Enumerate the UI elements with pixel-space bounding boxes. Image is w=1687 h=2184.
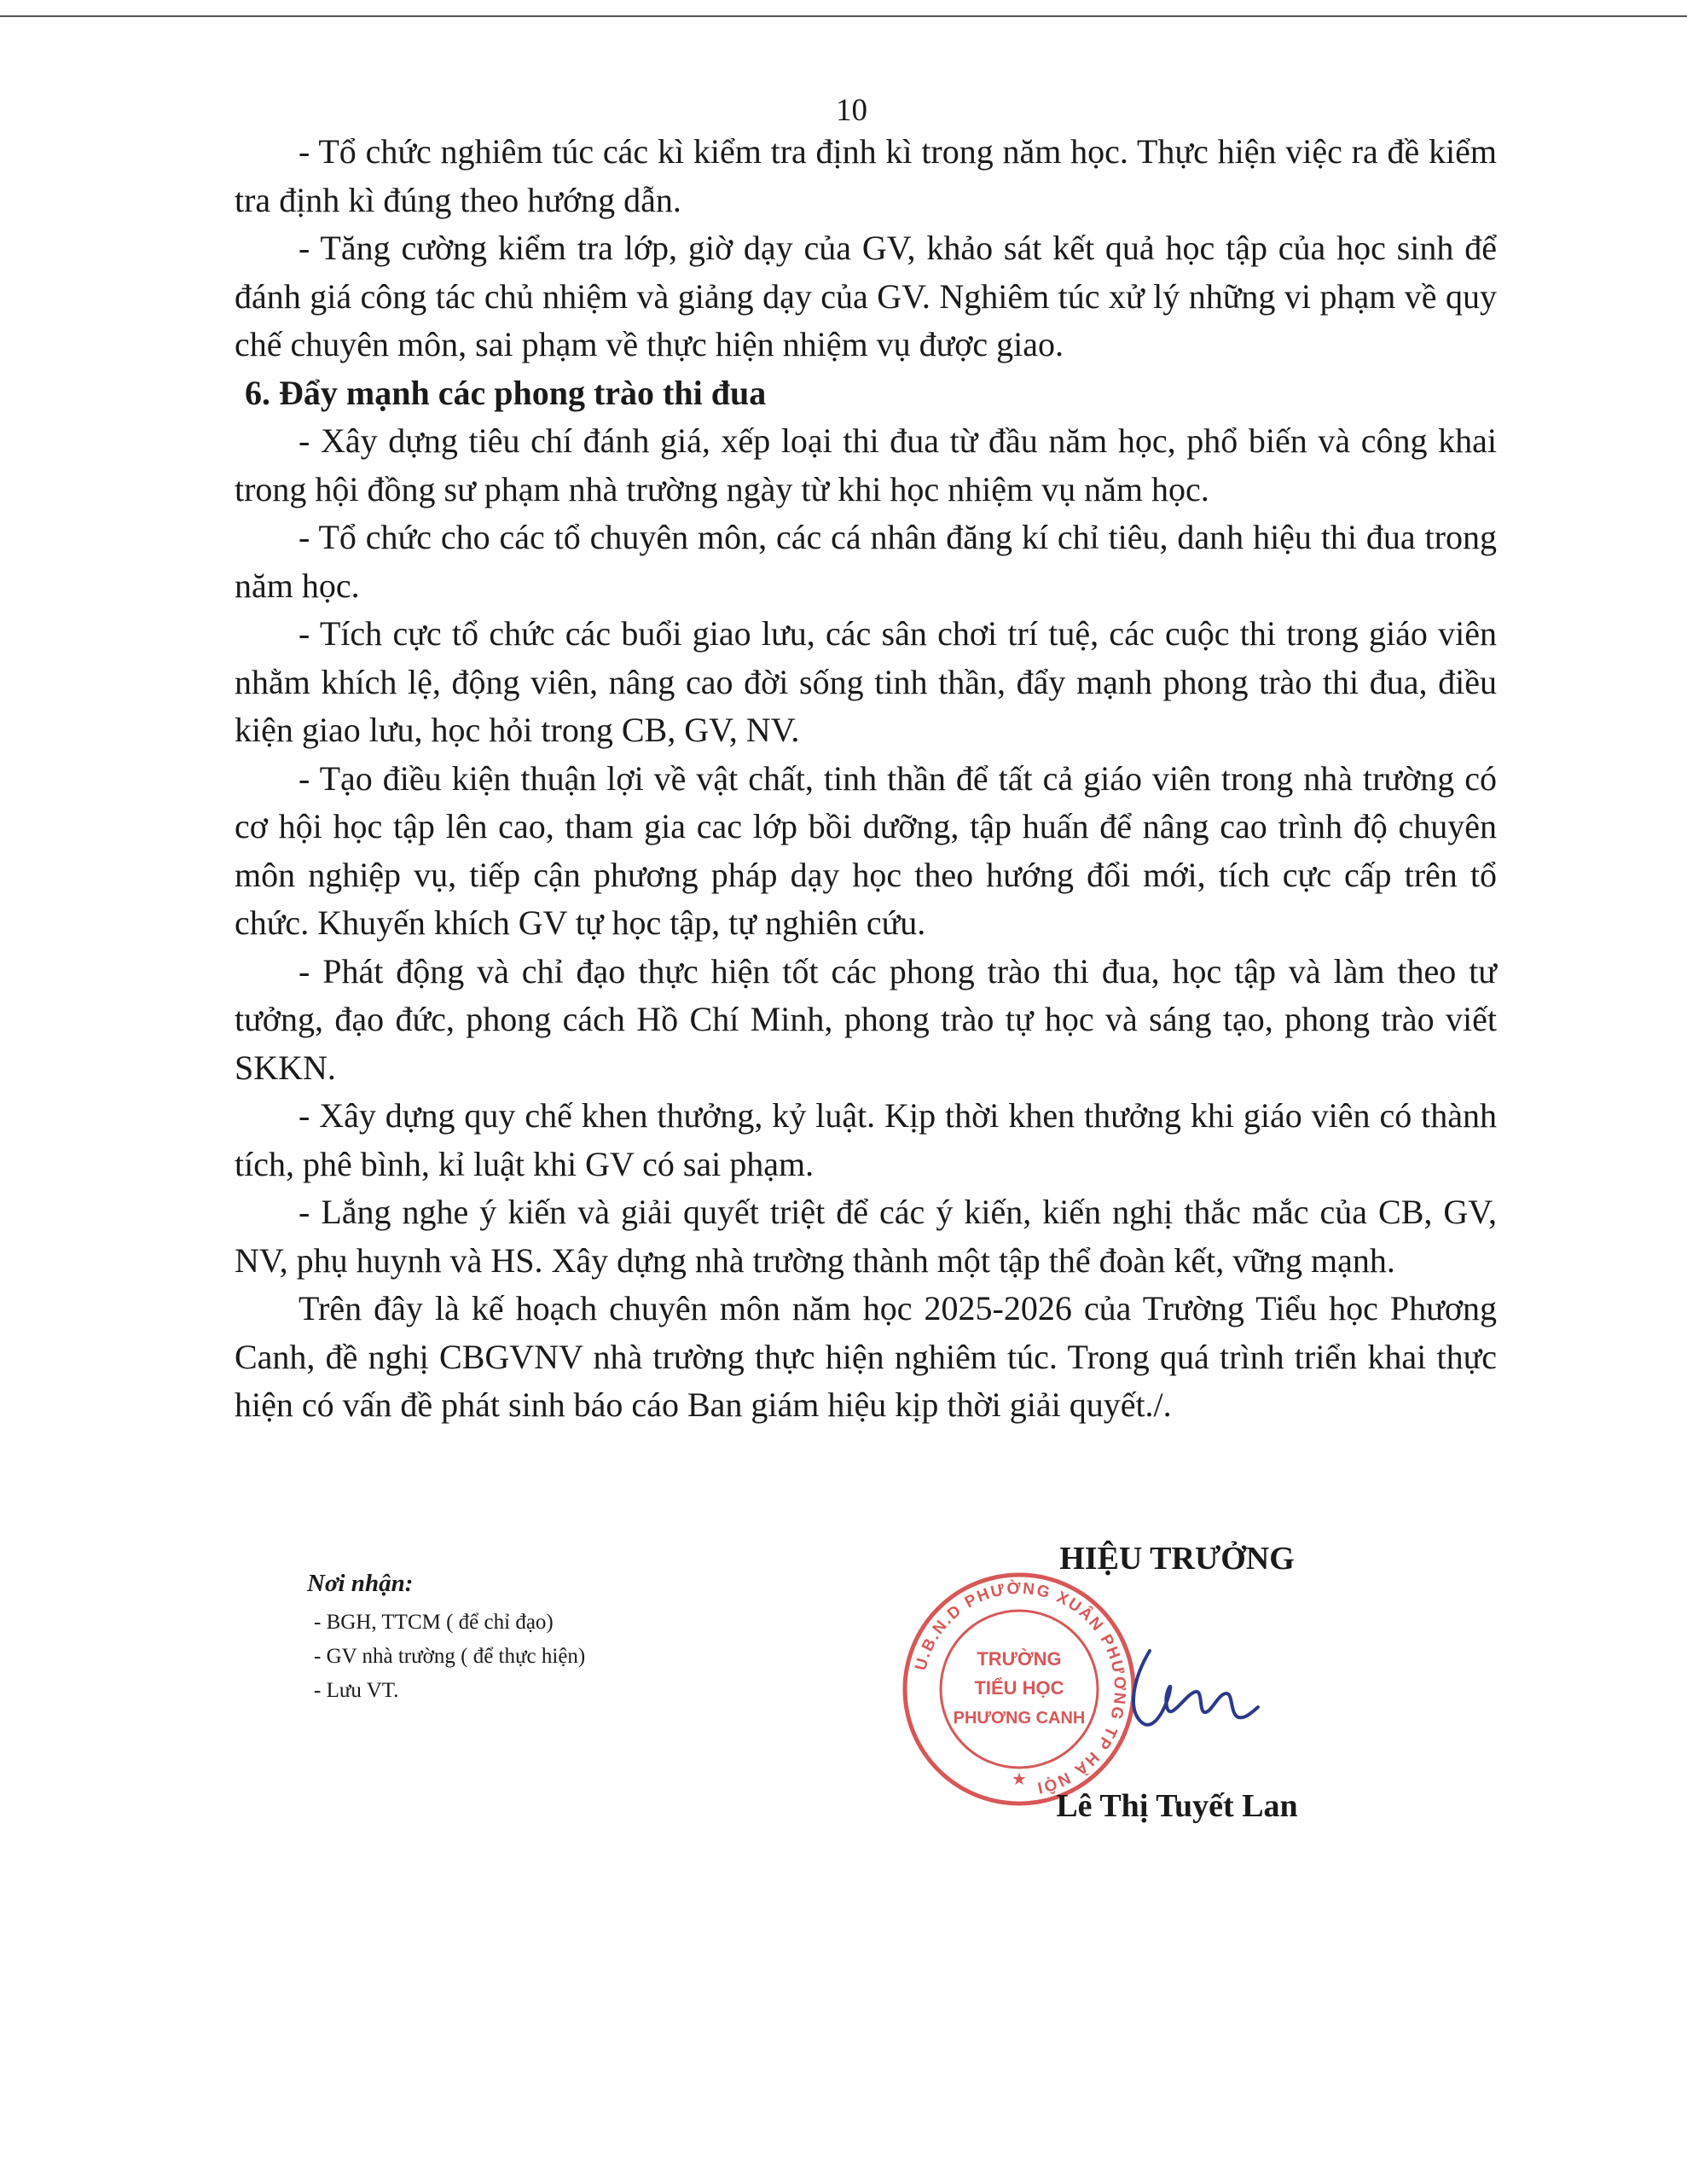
paragraph: - Tổ chức nghiêm túc các kì kiểm tra định kì trong năm học. Thực hiện việc ra đề kiểm tra định kì đúng theo hướng dẫn. [235, 132, 1497, 219]
closing-paragraph: Trên đây là kế hoạch chuyên môn năm học 2025-2026 của Trường Tiểu học Phương Canh, đề nghị CBGVNV nhà trường thực hiện nghiêm túc. Trong quá trình triển khai thực hiện có vấn đề phát sinh báo cáo Ban giám hiệu kịp thời giải quyết./. [235, 1289, 1497, 1424]
stamp-line: TRƯỜNG [977, 1648, 1062, 1670]
handwritten-signature [1117, 1642, 1262, 1736]
recipient-item: - Lưu VT. [314, 1679, 399, 1702]
paragraph: - Tăng cường kiểm tra lớp, giờ dạy của GV, khảo sát kết quả học tập của học sinh để đánh giá công tác chủ nhiệm và giảng dạy của GV. Nghiêm túc xử lý những vi phạm về quy chế chuyên môn, sai phạm về thực hiện nhiệm vụ được giao. [235, 229, 1497, 363]
stamp-star-icon: ★ [1012, 1769, 1027, 1789]
paragraph: - Lắng nghe ý kiến và giải quyết triệt để các ý kiến, kiến nghị thắc mắc của CB, GV, NV, phụ huynh và HS. Xây dựng nhà trường thành một tập thể đoàn kết, vững mạnh. [235, 1193, 1497, 1280]
page-number: 10 [836, 93, 867, 128]
signature-title: HIỆU TRƯỞNG [1059, 1541, 1295, 1577]
scan-top-edge [0, 15, 1687, 17]
paragraph: - Tích cực tổ chức các buổi giao lưu, các sân chơi trí tuệ, các cuộc thi trong giáo viên nhằm khích lệ, động viên, nâng cao đời sống tinh thần, đẩy mạnh phong trào thi đua, điều kiện giao lưu, học hỏi trong CB, GV, NV. [235, 614, 1497, 749]
section-heading: 6. Đẩy mạnh các phong trào thi đua [245, 373, 767, 412]
signer-name: Lê Thị Tuyết Lan [1056, 1788, 1298, 1824]
stamp-line: PHƯƠNG CANH [953, 1709, 1086, 1728]
recipients-label: Nơi nhận: [307, 1570, 414, 1597]
recipient-item: - BGH, TTCM ( để chỉ đạo) [314, 1611, 554, 1634]
stamp-ring-text: U.B.N.D PHƯỜNG XUÂN PHƯƠNG TP HÀ NỘI [912, 1579, 1129, 1798]
stamp-line: TIỂU HỌC [974, 1677, 1064, 1699]
document-body [235, 128, 1497, 1430]
paragraph: - Xây dựng tiêu chí đánh giá, xếp loại thi đua từ đầu năm học, phổ biến và công khai trong hội đồng sư phạm nhà trường ngày từ khi học nhiệm vụ năm học. [235, 421, 1497, 508]
paragraph: - Tổ chức cho các tổ chuyên môn, các cá nhân đăng kí chỉ tiêu, danh hiệu thi đua trong năm học. [235, 518, 1497, 605]
paragraph: - Tạo điều kiện thuận lợi về vật chất, tinh thần để tất cả giáo viên trong nhà trường có cơ hội học tập lên cao, tham gia cac lớp bồi dưỡng, tập huấn để nâng cao trình độ chuyên môn nghiệp vụ, tiếp cận phương pháp dạy học theo hướng đổi mới, tích cực cấp trên tổ chức. Khuyến khích GV tự học tập, tự nghiên cứu. [235, 758, 1497, 942]
paragraph: - Phát động và chỉ đạo thực hiện tốt các phong trào thi đua, học tập và làm theo tư tưởng, đạo đức, phong cách Hồ Chí Minh, phong trào tự học và sáng tạo, phong trào viết SKKN. [235, 951, 1497, 1087]
paragraph: - Xây dựng quy chế khen thưởng, kỷ luật. Kịp thời khen thưởng khi giáo viên có thành tích, phê bình, kỉ luật khi GV có sai phạm. [235, 1096, 1497, 1183]
recipients-block [307, 1566, 819, 1708]
school-seal-stamp [900, 1570, 1139, 1809]
recipient-item: - GV nhà trường ( để thực hiện) [314, 1645, 586, 1668]
